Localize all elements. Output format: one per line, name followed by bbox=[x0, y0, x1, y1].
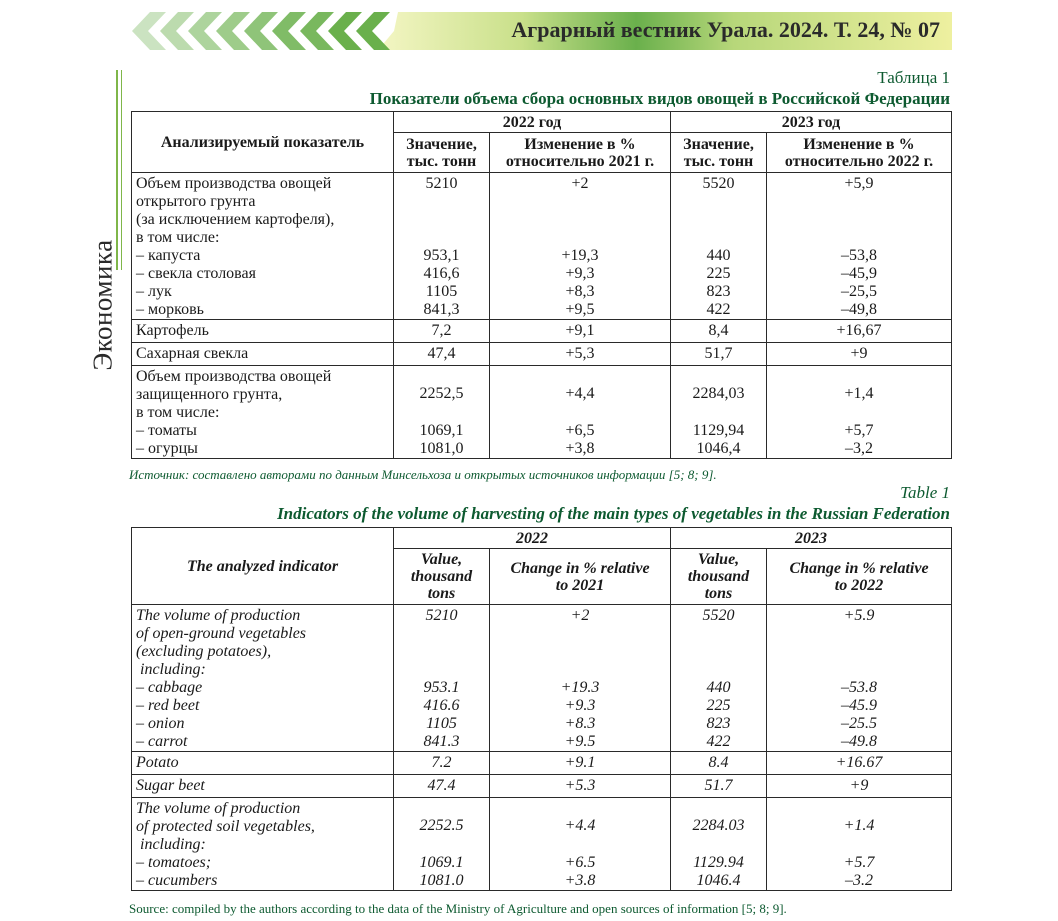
row-label: защищенного грунта, bbox=[136, 386, 283, 403]
cell-change: –45,9 bbox=[767, 265, 952, 283]
header-change-2023: Изменение в % относительно 2022 г. bbox=[767, 133, 952, 173]
table-row bbox=[132, 715, 952, 733]
table-row bbox=[132, 247, 952, 265]
cell-value: 2252,5 bbox=[394, 366, 490, 423]
cell-change: –45.9 bbox=[767, 697, 952, 715]
cell-value: 225 bbox=[671, 265, 767, 283]
cell-value: 1081.0 bbox=[394, 872, 490, 891]
header-line: tons bbox=[427, 585, 456, 602]
row-label: (за исключением картофеля), bbox=[136, 211, 335, 228]
row-label: of protected soil vegetables, bbox=[136, 818, 315, 835]
table-row bbox=[132, 343, 952, 366]
cell-value: 47,4 bbox=[394, 343, 490, 366]
row-label: The volume of production bbox=[136, 800, 301, 817]
cell-change: –25.5 bbox=[767, 715, 952, 733]
row-label: Potato bbox=[132, 752, 394, 775]
cell-value: 1069.1 bbox=[394, 854, 490, 872]
header-line: thousand bbox=[687, 568, 750, 585]
row-label: The volume of production bbox=[136, 607, 301, 624]
row-label: – tomatoes; bbox=[132, 854, 394, 872]
cell-change: +16.67 bbox=[767, 752, 952, 775]
header-year-2022: 2022 bbox=[394, 528, 671, 549]
table-row bbox=[132, 798, 952, 855]
row-label: – red beet bbox=[132, 697, 394, 715]
table-title-ru: Показатели объема сбора основных видов овощей в Российской Федерации bbox=[369, 89, 950, 108]
table-row bbox=[132, 422, 952, 440]
row-label: – томаты bbox=[132, 422, 394, 440]
cell-value: 225 bbox=[671, 697, 767, 715]
header-indicator: Анализируемый показатель bbox=[132, 112, 394, 173]
cell-change: +9 bbox=[767, 775, 952, 798]
header-change-2022 bbox=[490, 549, 671, 605]
table-row bbox=[132, 301, 952, 320]
header-year-2023: 2023 bbox=[671, 528, 952, 549]
cell-change: –49.8 bbox=[767, 733, 952, 752]
row-label: Объем производства овощей bbox=[136, 175, 332, 192]
cell-change: +3.8 bbox=[490, 872, 671, 891]
cell-change: –25,5 bbox=[767, 283, 952, 301]
cell-value: 1105 bbox=[394, 715, 490, 733]
header-line: Value, bbox=[697, 551, 740, 568]
cell-change: +2 bbox=[490, 173, 671, 248]
table-row bbox=[132, 440, 952, 459]
cell-value: 8,4 bbox=[671, 320, 767, 343]
cell-change: –3.2 bbox=[767, 872, 952, 891]
row-label: – огурцы bbox=[132, 440, 394, 459]
row-label: – cabbage bbox=[132, 679, 394, 697]
cell-change: –3,2 bbox=[767, 440, 952, 459]
cell-value: 51,7 bbox=[671, 343, 767, 366]
header-year-2023: 2023 год bbox=[671, 112, 952, 133]
cell-value: 953.1 bbox=[394, 679, 490, 697]
header-line: Change in % relative bbox=[510, 559, 650, 577]
cell-change: +9.1 bbox=[490, 752, 671, 775]
cell-change: +5.9 bbox=[767, 605, 952, 680]
cell-value: 1081,0 bbox=[394, 440, 490, 459]
cell-value: 823 bbox=[671, 715, 767, 733]
cell-change: +6.5 bbox=[490, 854, 671, 872]
header-change-2023 bbox=[767, 549, 952, 605]
source-note-en: Source: compiled by the authors according to the data of the Ministry of Agriculture and open sources of information [5; 8; 9]. bbox=[129, 901, 787, 916]
table-en bbox=[131, 527, 952, 891]
row-label: Картофель bbox=[132, 320, 394, 343]
cell-value: 5520 bbox=[671, 605, 767, 680]
table-row bbox=[132, 679, 952, 697]
row-label: of open-ground vegetables bbox=[136, 625, 307, 642]
row-label: Сахарная свекла bbox=[132, 343, 394, 366]
table-row bbox=[132, 173, 952, 248]
row-label: открытого грунта bbox=[136, 193, 256, 210]
cell-change: +3,8 bbox=[490, 440, 671, 459]
table-row bbox=[132, 752, 952, 775]
cell-change: +9 bbox=[767, 343, 952, 366]
cell-value: 422 bbox=[671, 733, 767, 752]
row-label: – carrot bbox=[132, 733, 394, 752]
cell-change: +9,1 bbox=[490, 320, 671, 343]
row-label: – cucumbers bbox=[132, 872, 394, 891]
cell-change: +2 bbox=[490, 605, 671, 680]
cell-value: 841.3 bbox=[394, 733, 490, 752]
cell-value: 1046.4 bbox=[671, 872, 767, 891]
cell-value: 51.7 bbox=[671, 775, 767, 798]
row-label: – onion bbox=[132, 715, 394, 733]
cell-value: 1105 bbox=[394, 283, 490, 301]
source-note-ru: Источник: составлено авторами по данным Минсельхоза и открытых источников информации [5; 8; 9]. bbox=[129, 467, 717, 482]
header-line: to 2022 bbox=[834, 576, 884, 594]
cell-change: +19,3 bbox=[490, 247, 671, 265]
header-value-2022: Значение, тыс. тонн bbox=[394, 133, 490, 173]
cell-value: 5210 bbox=[394, 173, 490, 248]
cell-value: 440 bbox=[671, 679, 767, 697]
cell-value: 1046,4 bbox=[671, 440, 767, 459]
table-row bbox=[132, 854, 952, 872]
journal-title: Аграрный вестник Урала. 2024. Т. 24, № 07 bbox=[511, 17, 940, 42]
cell-value: 440 bbox=[671, 247, 767, 265]
cell-value: 841,3 bbox=[394, 301, 490, 320]
cell-value: 2252.5 bbox=[394, 798, 490, 855]
table-row bbox=[132, 265, 952, 283]
row-label: – капуста bbox=[132, 247, 394, 265]
cell-value: 1129,94 bbox=[671, 422, 767, 440]
row-label: (excluding potatoes), bbox=[136, 643, 272, 660]
cell-change: +8.3 bbox=[490, 715, 671, 733]
table-label-ru: Таблица 1 bbox=[877, 68, 950, 87]
cell-value: 1069,1 bbox=[394, 422, 490, 440]
header-change-2022: Изменение в % относительно 2021 г. bbox=[490, 133, 671, 173]
table-row bbox=[132, 366, 952, 423]
header-indicator: The analyzed indicator bbox=[132, 528, 394, 605]
table-row bbox=[132, 872, 952, 891]
table-row bbox=[132, 283, 952, 301]
cell-value: 7.2 bbox=[394, 752, 490, 775]
cell-value: 1129.94 bbox=[671, 854, 767, 872]
cell-change: +5,9 bbox=[767, 173, 952, 248]
table-row bbox=[132, 733, 952, 752]
header-line: tons bbox=[704, 585, 733, 602]
journal-header-band bbox=[128, 12, 952, 50]
cell-change: +5,7 bbox=[767, 422, 952, 440]
row-label: including: bbox=[136, 661, 206, 678]
row-label: в том числе: bbox=[136, 404, 220, 421]
table-row bbox=[132, 697, 952, 715]
cell-value: 5520 bbox=[671, 173, 767, 248]
cell-change: +5,3 bbox=[490, 343, 671, 366]
table-row bbox=[132, 605, 952, 680]
cell-change: +16,67 bbox=[767, 320, 952, 343]
cell-value: 2284,03 bbox=[671, 366, 767, 423]
cell-change: +9.3 bbox=[490, 697, 671, 715]
row-label: – морковь bbox=[132, 301, 394, 320]
cell-value: 47.4 bbox=[394, 775, 490, 798]
cell-change: +4.4 bbox=[490, 798, 671, 855]
table-title-en: Indicators of the volume of harvesting of the main types of vegetables in the Russian Federation bbox=[277, 504, 950, 523]
table-row bbox=[132, 320, 952, 343]
cell-change: –53.8 bbox=[767, 679, 952, 697]
cell-change: +19.3 bbox=[490, 679, 671, 697]
cell-change: +5.3 bbox=[490, 775, 671, 798]
cell-change: +9,3 bbox=[490, 265, 671, 283]
header-line: to 2021 bbox=[555, 576, 605, 594]
header-line: Value, bbox=[420, 551, 463, 568]
table-ru bbox=[131, 111, 952, 459]
cell-change: –49,8 bbox=[767, 301, 952, 320]
cell-change: +6,5 bbox=[490, 422, 671, 440]
table-label-en: Table 1 bbox=[900, 483, 950, 502]
cell-change: +8,3 bbox=[490, 283, 671, 301]
header-value-2022 bbox=[394, 549, 490, 605]
cell-value: 7,2 bbox=[394, 320, 490, 343]
cell-value: 422 bbox=[671, 301, 767, 320]
cell-change: +1,4 bbox=[767, 366, 952, 423]
side-rule-thin bbox=[121, 70, 122, 270]
cell-change: +5.7 bbox=[767, 854, 952, 872]
cell-change: +4,4 bbox=[490, 366, 671, 423]
row-label: Sugar beet bbox=[132, 775, 394, 798]
cell-value: 953,1 bbox=[394, 247, 490, 265]
header-line: thousand bbox=[410, 568, 473, 585]
cell-change: +9,5 bbox=[490, 301, 671, 320]
section-rubric: Экономика bbox=[87, 239, 118, 371]
header-line: Change in % relative bbox=[789, 559, 929, 577]
cell-change: +9.5 bbox=[490, 733, 671, 752]
cell-value: 823 bbox=[671, 283, 767, 301]
row-label: в том числе: bbox=[136, 229, 220, 246]
row-label: including: bbox=[136, 836, 206, 853]
cell-value: 416,6 bbox=[394, 265, 490, 283]
header-value-2023: Значение, тыс. тонн bbox=[671, 133, 767, 173]
row-label: Объем производства овощей bbox=[136, 368, 332, 385]
cell-value: 8.4 bbox=[671, 752, 767, 775]
cell-change: +1.4 bbox=[767, 798, 952, 855]
row-label: – свекла столовая bbox=[132, 265, 394, 283]
cell-value: 416.6 bbox=[394, 697, 490, 715]
table-row bbox=[132, 775, 952, 798]
row-label: – лук bbox=[132, 283, 394, 301]
cell-value: 2284.03 bbox=[671, 798, 767, 855]
header-year-2022: 2022 год bbox=[394, 112, 671, 133]
header-value-2023 bbox=[671, 549, 767, 605]
cell-change: –53,8 bbox=[767, 247, 952, 265]
cell-value: 5210 bbox=[394, 605, 490, 680]
